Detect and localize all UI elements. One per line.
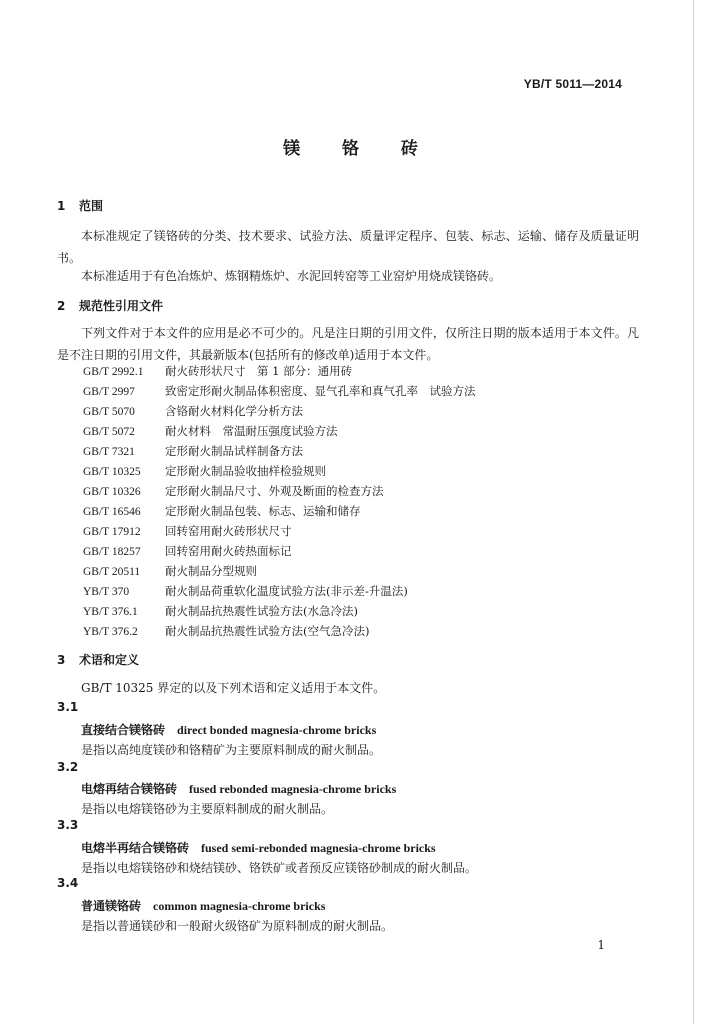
- section-title: 范围: [79, 199, 104, 213]
- reference-code: GB/T 16546: [83, 506, 141, 518]
- term-heading: [81, 897, 325, 914]
- term-definition: 是指以高纯度镁砂和铬精矿为主要原料制成的耐火制品。: [81, 743, 382, 757]
- terms-intro: GB/T 10325 界定的以及下列术语和定义适用于本文件。: [81, 681, 386, 695]
- reference-code: GB/T 7321: [83, 446, 135, 458]
- reference-code: GB/T 10326: [83, 486, 141, 498]
- normative-refs-intro: 下列文件对于本文件的应用是必不可少的。凡是注日期的引用文件，仅所注日期的版本适用于本文件。凡是不注日期的引用文件，其最新版本(包括所有的修改单)适用于本文件。: [57, 326, 639, 362]
- term-definition: 是指以普通镁砂和一般耐火级铬矿为原料制成的耐火制品。: [81, 919, 394, 933]
- reference-code: YB/T 376.1: [83, 606, 138, 618]
- reference-item: [83, 421, 476, 441]
- term-definition: 是指以电熔镁铬砂为主要原料制成的耐火制品。: [81, 802, 334, 816]
- scope-paragraph-2: 本标准适用于有色冶炼炉、炼钢精炼炉、水泥回转窑等工业窑炉用烧成镁铬砖。: [81, 269, 502, 283]
- scope-paragraph-1: 本标准规定了镁铬砖的分类、技术要求、试验方法、质量评定程序、包装、标志、运输、储存及质量证明书。: [57, 229, 639, 265]
- reference-item: [83, 561, 476, 581]
- reference-item: [83, 441, 476, 461]
- reference-item: [83, 581, 476, 601]
- term-english: direct bonded magnesia-chrome bricks: [177, 723, 377, 737]
- reference-item: [83, 521, 476, 541]
- reference-title: 耐火制品抗热震性试验方法(空气急冷法): [165, 624, 370, 638]
- term-definition: 是指以电熔镁铬砂和烧结镁砂、铬铁矿或者预反应镁铬砂制成的耐火制品。: [81, 861, 478, 875]
- reference-code: GB/T 10325: [83, 466, 141, 478]
- reference-code: GB/T 20511: [83, 566, 141, 578]
- reference-title: 定形耐火制品包装、标志、运输和储存: [165, 504, 361, 518]
- reference-code: GB/T 2992.1: [83, 366, 144, 378]
- section-number: 2: [57, 299, 66, 313]
- reference-title: 致密定形耐火制品体积密度、显气孔率和真气孔率 试验方法: [165, 384, 476, 398]
- section-heading-scope: [57, 197, 103, 214]
- term-number: 3.3: [57, 818, 79, 832]
- reference-item: [83, 361, 476, 381]
- reference-title: 定形耐火制品尺寸、外观及断面的检查方法: [165, 484, 384, 498]
- reference-title: 含铬耐火材料化学分析方法: [165, 404, 303, 418]
- page-number: 1: [597, 938, 605, 952]
- term-chinese: 直接结合镁铬砖: [81, 723, 166, 737]
- reference-code: GB/T 17912: [83, 526, 141, 538]
- reference-code: GB/T 18257: [83, 546, 141, 558]
- reference-title: 耐火制品抗热震性试验方法(水急冷法): [165, 604, 358, 618]
- section-title: 术语和定义: [79, 653, 140, 667]
- reference-item: [83, 461, 476, 481]
- reference-item: [83, 481, 476, 501]
- reference-item: [83, 601, 476, 621]
- section-number: 1: [57, 199, 66, 213]
- reference-title: 定形耐火制品试样制备方法: [165, 444, 303, 458]
- term-number: 3.1: [57, 700, 79, 714]
- reference-code: YB/T 376.2: [83, 626, 138, 638]
- reference-code: GB/T 5070: [83, 406, 135, 418]
- reference-title: 耐火制品荷重软化温度试验方法(非示差-升温法): [165, 584, 408, 598]
- reference-title: 耐火制品分型规则: [165, 564, 257, 578]
- reference-title: 耐火砖形状尺寸 第 1 部分：通用砖: [165, 364, 353, 378]
- document-title: 镁 铬 砖: [283, 139, 436, 159]
- reference-code: GB/T 2997: [83, 386, 135, 398]
- reference-title: 定形耐火制品验收抽样检验规则: [165, 464, 326, 478]
- term-number: 3.2: [57, 760, 79, 774]
- reference-item: [83, 401, 476, 421]
- reference-title: 回转窑用耐火砖形状尺寸: [165, 524, 292, 538]
- term-heading: [81, 780, 396, 797]
- term-heading: [81, 721, 376, 738]
- reference-title: 耐火材料 常温耐压强度试验方法: [165, 424, 338, 438]
- term-chinese: 电熔半再结合镁铬砖: [81, 841, 190, 855]
- term-chinese: 普通镁铬砖: [81, 899, 142, 913]
- reference-item: [83, 381, 476, 401]
- reference-code: GB/T 5072: [83, 426, 135, 438]
- section-title: 规范性引用文件: [79, 299, 164, 313]
- reference-code: YB/T 370: [83, 586, 130, 598]
- term-english: common magnesia-chrome bricks: [153, 899, 326, 913]
- scan-edge-divider: [693, 0, 694, 1024]
- section-heading-terms: [57, 651, 139, 668]
- section-number: 3: [57, 653, 66, 667]
- term-english: fused semi-rebonded magnesia-chrome bricks: [201, 841, 436, 855]
- reference-item: [83, 501, 476, 521]
- term-chinese: 电熔再结合镁铬砖: [81, 782, 178, 796]
- reference-item: [83, 621, 476, 641]
- reference-title: 回转窑用耐火砖热面标记: [165, 544, 292, 558]
- term-heading: [81, 839, 436, 856]
- reference-item: [83, 541, 476, 561]
- section-heading-normative-refs: [57, 297, 163, 314]
- reference-list: [83, 361, 476, 641]
- term-english: fused rebonded magnesia-chrome bricks: [189, 782, 397, 796]
- standard-code: YB/T 5011—2014: [523, 77, 622, 91]
- term-number: 3.4: [57, 876, 79, 890]
